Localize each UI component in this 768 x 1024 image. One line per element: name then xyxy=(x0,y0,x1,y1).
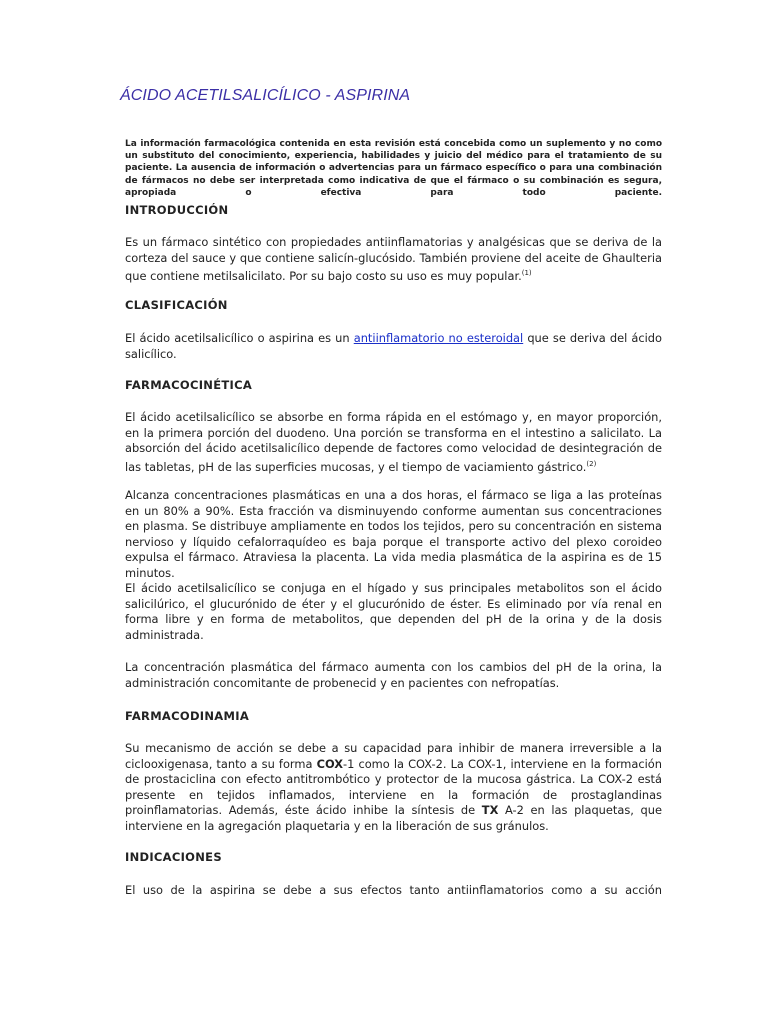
indicaciones-paragraph: El uso de la aspirina se debe a sus efectos tanto antiinflamatorios como a su acción xyxy=(125,883,662,897)
reference-marker: (2) xyxy=(586,459,597,468)
farmacocinetica-paragraph-2: Alcanza concentraciones plasmáticas en una a dos horas, el fármaco se liga a las proteínas en un 80% a 90%. Esta fracción va disminuyendo conforme aumentan sus concentraciones en plasma. Se distribuye ampliamente en todos los tejidos, pero su concentración en sistema nervioso y líquido cefalorraquídeo es baja porque el transporte activo del plexo coroideo expulsa el fármaco. Atraviesa la placenta. La vida media plasmática de la aspirina es de 15 minutos. xyxy=(125,488,662,580)
document-title: ÁCIDO ACETILSALICÍLICO - ASPIRINA xyxy=(120,87,411,104)
reference-marker: (1) xyxy=(521,269,532,277)
clasificacion-paragraph: El ácido acetilsalicílico o aspirina es un antiinflamatorio no esteroidal que se deriva del ácido salicílico. xyxy=(125,331,662,361)
farmacocinetica-paragraph-1: El ácido acetilsalicílico se absorbe en forma rápida en el estómago y, en mayor proporción, en la primera porción del duodeno. Una porción se transforma en el intestino a salicilato. La absorción del ácido acetilsalicílico depende de factores como velocidad de desintegración de las tabletas, pH de las superficies mucosas, y el tiempo de vaciamiento gástrico.$^{(2)}$ xyxy=(125,410,662,474)
antiinflamatorio-link[interactable]: antiinflamatorio no esteroidal xyxy=(353,331,524,345)
farmacocinetica-paragraph-4: La concentración plasmática del fármaco aumenta con los cambios del pH de la orina, la administración concomitante de probenecid y en pacientes con nefropatías. xyxy=(125,660,662,690)
disclaimer-paragraph: La información farmacológica contenida en esta revisión está concebida como un suplemento y no como un substituto del conocimiento, experiencia, habilidades y juicio del médico para el tratamiento de su paciente. La ausencia de información o advertencias para un fármaco específico o para una combinación de fármacos no debe ser interpretada como indicativa de que el fármaco o su combinación es segura, apropiada o efectiva para todo paciente. xyxy=(125,139,662,198)
heading-clasificacion: CLASIFICACIÓN xyxy=(125,298,228,312)
heading-indicaciones: INDICACIONES xyxy=(125,850,222,864)
cox-term: COX xyxy=(316,756,343,771)
heading-introduccion: INTRODUCCIÓN xyxy=(125,203,229,217)
heading-farmacodinamia: FARMACODINAMIA xyxy=(125,709,250,723)
heading-farmacocinetica: FARMACOCINÉTICA xyxy=(125,378,253,392)
farmacocinetica-paragraph-3: El ácido acetilsalicílico se conjuga en el hígado y sus principales metabolitos son el ácido salicilúrico, el glucurónido de éter y el glucurónido de éster. Es eliminado por vía renal en forma libre y en forma de metabolitos, que dependen del pH de la orina y de la dosis administrada. xyxy=(125,581,662,642)
intro-paragraph: Es un fármaco sintético con propiedades antiinflamatorias y analgésicas que se deriva de la corteza del sauce y que contiene salicín-glucósido. También proviene del aceite de Ghaulteria que contiene metilsalicilato. Por su bajo costo su uso es muy popular.$^{(1)}$ xyxy=(125,235,662,283)
farmacodinamia-paragraph: Su mecanismo de acción se debe a su capacidad para inhibir de manera irreversible a la ciclooxigenasa, tanto a su forma COX-1 como la COX-2. La COX-1, interviene en la formación de prostaciclina con efecto antitrombótico y protector de la mucosa gástrica. La COX-2 está presente en tejidos inflamados, interviene en la formación de prostaglandinas proinflamatorias. Además, éste ácido inhibe la síntesis de TX A-2 en las plaquetas, que interviene en la agregación plaquetaria y en la liberación de sus gránulos. xyxy=(125,741,662,833)
tx-term: TX xyxy=(481,803,499,817)
